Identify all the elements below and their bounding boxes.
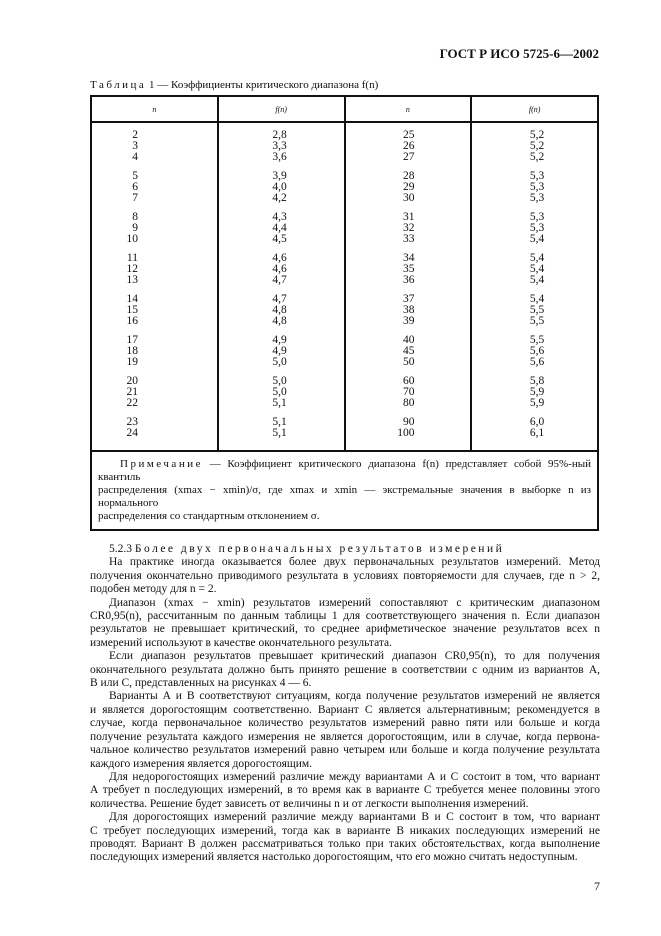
note-line [98, 458, 591, 484]
table-cell: 36 [403, 274, 415, 286]
row-group [472, 212, 597, 245]
table-cell: 5,3 [529, 222, 545, 234]
row-group [346, 294, 471, 327]
table-cell: 5,4 [529, 233, 545, 245]
table-cell: 35 [403, 263, 415, 275]
table-cell: 4,6 [272, 263, 287, 275]
text-line: проводят. Вариант В должен рассматриваться только при таких обстоятельствах, когда выполнение [90, 837, 600, 850]
table-cell: 5,1 [272, 416, 287, 428]
text-line: На практике иногда оказывается более двух первоначальных результатов измерений. Метод [109, 556, 600, 569]
table-cell: 30 [403, 192, 415, 204]
table-header-row [92, 97, 597, 123]
row-group [92, 335, 217, 368]
table-body [92, 123, 597, 452]
row-group [92, 417, 217, 439]
table-cell: 5,9 [529, 397, 545, 409]
table-cell: 2 [132, 129, 138, 141]
section-title: Более двух первоначальных результатов измерений [134, 543, 505, 555]
table-cell: 32 [403, 222, 415, 234]
text-line: чальное количество результатов измерений равно четырем или больше и когда получение результата [90, 744, 600, 757]
table-cell: 80 [403, 397, 415, 409]
row-group [472, 417, 597, 439]
table-cell: 25 [403, 129, 415, 141]
table-cell: 70 [403, 386, 415, 398]
table-cell: 29 [403, 181, 415, 193]
table-cell: 5,6 [529, 345, 545, 357]
text-line: последующих измерений является настолько дорогостоящим, что его можно считать недоступным. [90, 851, 578, 864]
table-cell: 27 [403, 151, 415, 163]
table-cell: 4,7 [272, 274, 287, 286]
table-cell: 5,3 [529, 181, 545, 193]
text-line: измерений используют в качестве окончательного результата. [90, 636, 393, 649]
table-cell: 6,1 [529, 427, 545, 439]
text-line: получение результата каждого измерения не является дорогостоящим, или в случае, когда первона- [90, 730, 600, 743]
table-cell: 24 [126, 427, 138, 439]
note-text: — Коэффициент критического диапазона f(n) представляет собой 95%-ный квантиль [98, 458, 591, 483]
text-line: окончательного результата должно быть принято решение в соответствии с одним из вариантов А, [90, 663, 600, 676]
row-group [92, 130, 217, 163]
table-cell: 37 [403, 293, 415, 305]
row-group [92, 212, 217, 245]
table-cell: 5,5 [529, 315, 545, 327]
paragraph [90, 556, 600, 596]
table-cell: 4,8 [272, 315, 287, 327]
table-cell: 5,4 [529, 293, 545, 305]
row-group [346, 376, 471, 409]
table-cell: 4,8 [272, 304, 287, 316]
table-cell: 90 [403, 416, 415, 428]
table-cell: 23 [126, 416, 138, 428]
table-cell: 4,9 [272, 345, 287, 357]
row-group [472, 253, 597, 286]
text-line: каждого измерения является дорогостоящим. [90, 757, 313, 770]
table-cell: 5,3 [529, 192, 545, 204]
row-group [346, 171, 471, 204]
row-group [219, 212, 344, 245]
table-cell: 4,6 [272, 252, 287, 264]
note-line: распределения (xmax − xmin)/σ, где xmax и xmin — экстремальные значения в выборке n из нормального [98, 484, 591, 509]
table-cell: 60 [403, 375, 415, 387]
table-cell: 5,3 [529, 170, 545, 182]
section-heading [90, 543, 600, 556]
table-cell: 16 [126, 315, 138, 327]
page-number: 7 [594, 878, 600, 893]
table-note [92, 452, 597, 529]
table-cell: 28 [403, 170, 415, 182]
row-group [346, 212, 471, 245]
table-cell: 3,9 [272, 170, 287, 182]
column-header: f(n) [470, 97, 597, 121]
row-group [219, 171, 344, 204]
row-group [472, 294, 597, 327]
table-cell: 5,0 [272, 386, 287, 398]
table-cell: 3,6 [272, 151, 287, 163]
text-line: получения окончательно приводимого результата в условиях повторяемости для случаев, где n > 2, [90, 569, 600, 582]
table-cell: 39 [403, 315, 415, 327]
table-cell: 7 [132, 192, 138, 204]
row-group [219, 130, 344, 163]
note-line: распределения со стандартным отклонением σ. [98, 510, 320, 522]
table-cell: 31 [403, 211, 415, 223]
table-cell: 6,0 [529, 416, 545, 428]
row-group [472, 171, 597, 204]
column-fn-left [217, 123, 344, 450]
text-line: Для недорогостоящих измерений различие между вариантами А и С состоит в том, что вариант [109, 770, 600, 783]
table-cell: 5,0 [272, 375, 287, 387]
text-line: С требует последующих измерений, тогда как в варианте В никаких последующих измерений не [90, 824, 600, 837]
table-cell: 34 [403, 252, 415, 264]
table-caption [90, 79, 602, 92]
table-cell: 11 [126, 252, 138, 264]
table-cell: 4,9 [272, 334, 287, 346]
table-cell: 5,4 [529, 252, 545, 264]
table-cell: 33 [403, 233, 415, 245]
table-cell: 21 [126, 386, 138, 398]
row-group [219, 376, 344, 409]
table-cell: 5,2 [529, 140, 545, 152]
table-cell: 6 [132, 181, 138, 193]
row-group [472, 130, 597, 163]
row-group [92, 376, 217, 409]
table-cell: 50 [403, 356, 415, 368]
column-header: f(n) [217, 97, 344, 121]
table-cell: 4,7 [272, 293, 287, 305]
paragraph [90, 597, 600, 651]
caption-text: 1 — Коэффициенты критического диапазона f(n) [149, 79, 379, 91]
table-cell: 5,6 [529, 356, 545, 368]
text-line: Варианты А и В соответствуют ситуациям, когда получение результатов измерений не является [109, 690, 600, 703]
row-group [219, 335, 344, 368]
table-cell: 20 [126, 375, 138, 387]
table-cell: 17 [126, 334, 138, 346]
caption-label: Таблица [90, 79, 147, 91]
row-group [346, 335, 471, 368]
standard-header: ГОСТ Р ИСО 5725-6—2002 [439, 46, 599, 61]
table-cell: 9 [132, 222, 138, 234]
table-cell: 12 [126, 263, 138, 275]
row-group [346, 253, 471, 286]
text-line: Для дорогостоящих измерений различие между вариантами В и С состоит в том, что вариант [109, 811, 600, 824]
table-cell: 5,1 [272, 397, 287, 409]
text-line: В или С, представленных на рисунках 4 — 6. [90, 677, 312, 690]
table-cell: 5,2 [529, 129, 545, 141]
section-number: 5.2.3 [109, 543, 132, 555]
column-n-left [92, 123, 217, 450]
table-cell: 38 [403, 304, 415, 316]
table-cell: 10 [126, 233, 138, 245]
table-cell: 4,2 [272, 192, 287, 204]
table-cell: 5 [132, 170, 138, 182]
note-label: Примечание [120, 458, 203, 470]
text-line: А требует n последующих измерений, в то время как в варианте С требуется менее половины этого [90, 784, 600, 797]
table-cell: 5,2 [529, 151, 545, 163]
text-line: и является дорогостоящим соответственно. Вариант С является альтернативным; рекомендуется в [90, 703, 600, 716]
column-header: n [152, 104, 157, 114]
table-cell: 13 [126, 274, 138, 286]
row-group [219, 294, 344, 327]
table-cell: 40 [403, 334, 415, 346]
table-cell: 100 [397, 427, 415, 439]
text-line: результатов не превышает критический, то среднее арифметическое значение результатов всех n [90, 623, 600, 636]
body-text [90, 543, 600, 865]
table-cell: 18 [126, 345, 138, 357]
table-cell: 5,4 [529, 274, 545, 286]
coefficients-table [90, 95, 599, 531]
table-cell: 5,9 [529, 386, 545, 398]
row-group [472, 376, 597, 409]
column-header: n [344, 97, 471, 121]
table-cell: 3 [132, 140, 138, 152]
table-cell: 19 [126, 356, 138, 368]
column-fn-right [470, 123, 597, 450]
row-group [346, 417, 471, 439]
table-cell: 4,4 [272, 222, 287, 234]
row-group [219, 253, 344, 286]
table-cell: 5,4 [529, 263, 545, 275]
table-cell: 22 [126, 397, 138, 409]
table-cell: 8 [132, 211, 138, 223]
table-cell: 5,8 [529, 375, 545, 387]
table-cell: 5,5 [529, 334, 545, 346]
table-cell: 4 [132, 151, 138, 163]
table-cell: 5,0 [272, 356, 287, 368]
table-cell: 45 [403, 345, 415, 357]
table-cell: 14 [126, 293, 138, 305]
paragraph [90, 650, 600, 690]
paragraph [90, 811, 600, 865]
table-cell: 3,3 [272, 140, 287, 152]
text-line: Если диапазон результатов превышает критический диапазон CR0,95(n), то для получения [109, 650, 600, 663]
column-n-right [344, 123, 471, 450]
table-cell: 5,5 [529, 304, 545, 316]
text-line: Диапазон (xmax − xmin) результатов измерений сопоставляют с критическим диапазоном [109, 596, 600, 609]
table-cell: 15 [126, 304, 138, 316]
row-group [92, 294, 217, 327]
paragraph [90, 771, 600, 811]
paragraph [90, 690, 600, 770]
row-group [346, 130, 471, 163]
page-content [90, 79, 602, 893]
table-cell: 5,1 [272, 427, 287, 439]
text-line: количества. Решение будет зависеть от величины n и от легкости выполнения измерений. [90, 797, 529, 810]
row-group [92, 253, 217, 286]
table-cell: 2,8 [272, 129, 287, 141]
text-line: случае, когда первоначальное количество результатов измерений равно пяти или больше и когда [90, 717, 600, 730]
text-line: подобен методу для n = 2. [90, 583, 217, 596]
row-group [92, 171, 217, 204]
table-cell: 5,3 [529, 211, 545, 223]
row-group [219, 417, 344, 439]
row-group [472, 335, 597, 368]
table-cell: 4,3 [272, 211, 287, 223]
table-cell: 4,5 [272, 233, 287, 245]
text-line: CR0,95(n), рассчитанным по данным таблицы 1 для соответствующего значения n. Если диапазон [90, 610, 600, 623]
table-cell: 4,0 [272, 181, 287, 193]
table-cell: 26 [403, 140, 415, 152]
